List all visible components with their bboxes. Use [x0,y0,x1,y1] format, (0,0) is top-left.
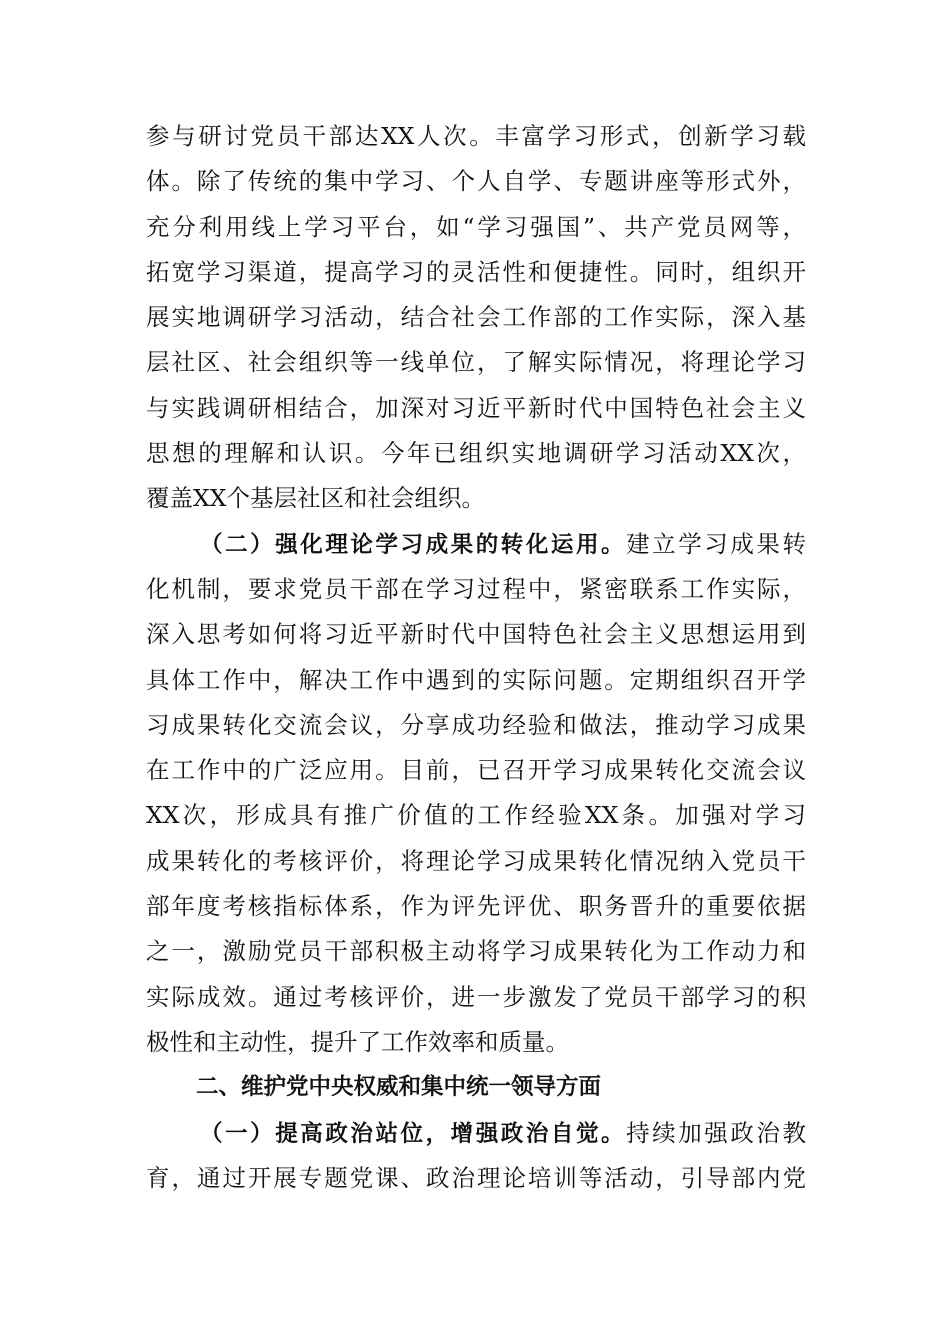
text-line: 实际成效。通过考核评价，进一步激发了党员干部学习的积 [146,982,806,1011]
text-line: 成果转化的考核评价，将理论学习成果转化情况纳入党员干 [146,846,806,875]
text-line: 育，通过开展专题党课、政治理论培训等活动，引导部内党 [146,1163,806,1192]
text-line: 展实地调研学习活动，结合社会工作部的工作实际，深入基 [146,303,806,332]
document-page [146,114,806,1201]
text-line: 之一，激励党员干部积极主动将学习成果转化为工作动力和 [146,937,806,966]
paragraph-lead-text: 建立学习成果转 [626,529,806,558]
text-line: 拓宽学习渠道，提高学习的灵活性和便捷性。同时，组织开 [146,257,806,286]
text-line: 极性和主动性，提升了工作效率和质量。 [146,1027,569,1056]
paragraph-continuation [146,114,806,522]
text-line: 习成果转化交流会议，分享成功经验和做法，推动学习成果 [146,710,806,739]
text-line: 充分利用线上学习平台，如“学习强国”、共产党员网等， [146,212,806,241]
text-line: 在工作中的广泛应用。目前，已召开学习成果转化交流会议 [146,756,806,785]
text-line: 体。除了传统的集中学习、个人自学、专题讲座等形式外， [146,167,806,196]
paragraph-learning-results [146,522,806,1066]
text-line: 化机制，要求党员干部在学习过程中，紧密联系工作实际， [146,574,806,603]
text-line: 覆盖XX个基层社区和社会组织。 [146,484,485,513]
text-line: 部年度考核指标体系，作为评先评优、职务晋升的重要依据 [146,892,806,921]
text-line: XX次，形成具有推广价值的工作经验XX条。加强对学习 [146,801,806,830]
paragraph-lead-heading: （二）强化理论学习成果的转化运用。 [200,531,627,558]
text-line: 层社区、社会组织等一线单位，了解实际情况，将理论学习 [146,348,806,377]
text-line: 参与研讨党员干部达XX人次。丰富学习形式，创新学习载 [146,122,806,150]
text-line: 深入思考如何将习近平新时代中国特色社会主义思想运用到 [146,620,806,649]
text-line: 与实践调研相结合，加深对习近平新时代中国特色社会主义 [146,393,806,422]
paragraph-first-line [146,522,806,567]
paragraph-lead-text: 持续加强政治教 [626,1118,806,1147]
text-line: 思想的理解和认识。今年已组织实地调研学习活动XX次， [146,439,806,468]
text-line: 具体工作中，解决工作中遇到的实际问题。定期组织召开学 [146,665,806,694]
paragraph-political-standing [146,1111,806,1202]
paragraph-lead-heading: （一）提高政治站位，增强政治自觉。 [200,1120,627,1147]
section-heading: 二、维护党中央权威和集中统一领导方面 [196,1074,602,1101]
paragraph-first-line [146,1111,806,1156]
